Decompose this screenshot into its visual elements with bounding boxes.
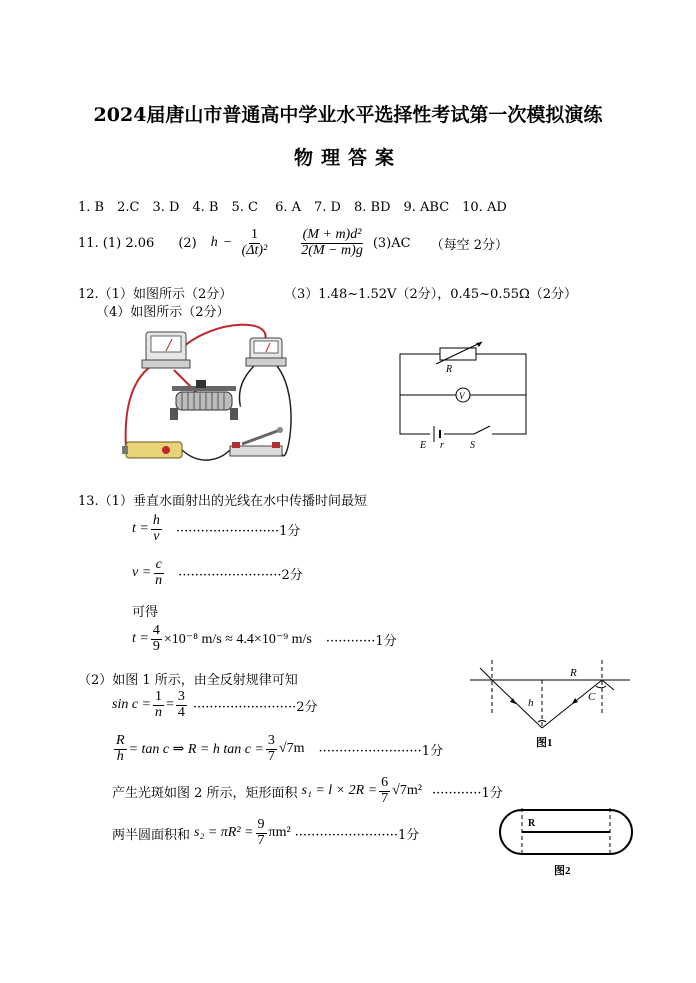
q13-eq5-rest1: = tan c ⇒ R = h tan c = <box>128 741 264 757</box>
q11-part2-label: (2) <box>178 235 197 251</box>
q13-eq1-numerator: h <box>152 513 160 528</box>
schematic-label-E: E <box>420 440 427 450</box>
q13-eq6-score: ············1分 <box>431 785 503 801</box>
q13-eq4-numerator1: 1 <box>155 689 162 704</box>
q11-part2b-fraction <box>299 228 365 258</box>
figure-2-light-spot <box>498 804 638 880</box>
q13-eq2-score: ·························2分 <box>178 567 303 583</box>
q11-part3: (3)AC <box>372 235 411 251</box>
schematic-label-R: R <box>446 364 453 375</box>
q13-eq2-fraction <box>153 558 164 588</box>
schematic-label-V: V <box>459 391 465 401</box>
q13-eq6-text: 产生光斑如图 2 所示，矩形面积 <box>112 785 298 801</box>
figure-1-total-reflection <box>466 656 636 750</box>
q13-eq5-fraction1 <box>114 734 127 764</box>
q13-eq5 <box>112 734 443 764</box>
q11-part1: 11. (1) 2.06 <box>78 235 155 251</box>
q11-part2-numerator: 1 <box>250 227 258 242</box>
page-subtitle: 物理答案 <box>293 147 402 169</box>
schematic-label-r: r <box>440 440 444 450</box>
q13-eq7 <box>112 818 419 848</box>
q13-eq5-denominator1: h <box>116 748 124 764</box>
q13-eq7-text: 两半圆面积和 <box>112 827 191 843</box>
fig1-label-h: h <box>528 697 534 709</box>
q13-eq3-rest: ×10⁻⁸ m/s ≈ 4.4×10⁻⁹ m/s <box>163 631 312 647</box>
q13-eq6-rest: √7m² <box>392 783 422 799</box>
q13-eq7-numerator: 9 <box>257 817 265 832</box>
q11-score-note: （每空 2分） <box>430 237 508 253</box>
q13-eq2 <box>132 558 303 588</box>
q13-eq3 <box>132 624 397 654</box>
fig1-label-C: C <box>588 691 596 703</box>
q13-eq1-fraction <box>151 514 162 544</box>
q13-eq5-score: ·························1分 <box>318 743 444 759</box>
q13-eq6-math: s₁ = l × 2R = <box>301 783 378 799</box>
q13-eq3-denominator: 9 <box>152 638 160 654</box>
fig2-caption: 图2 <box>554 865 571 877</box>
rheostat-device <box>170 380 238 420</box>
q12-line1a: 12.（1）如图所示（2分） <box>78 287 233 302</box>
q13-eq5-numerator2: 3 <box>267 733 275 748</box>
voltmeter-device <box>142 332 190 368</box>
q13-eq3-lhs: t = <box>132 631 149 647</box>
q13-eq7-math: s₂ = πR² = <box>194 825 254 841</box>
fig2-label-R: R <box>528 818 536 829</box>
q11-part2b-numerator: (M + m)d² <box>302 227 362 242</box>
q12-line1b: （3）1.48~1.52V（2分），0.45~0.55Ω（2分） <box>284 287 578 302</box>
q13-eq4-score: ·························2分 <box>192 699 318 715</box>
q13-eq7-fraction <box>256 818 267 848</box>
q13-eq4-fraction2 <box>176 690 187 720</box>
page-title: 2024届唐山市普通高中学业水平选择性考试第一次模拟演练 <box>93 104 603 126</box>
q13-eq4-denominator1: n <box>155 704 162 720</box>
q13-eq6-fraction <box>379 776 390 806</box>
q13-eq1-lhs: t = <box>132 521 149 537</box>
q13-eq6-denominator: 7 <box>381 790 389 806</box>
fig1-caption: 图1 <box>536 737 553 749</box>
q13-eq1 <box>132 514 300 544</box>
q13-eq2-lhs: v = <box>132 565 152 581</box>
q13-part2-intro: （2）如图 1 所示，由全反射规律可知 <box>78 673 298 688</box>
q13-eq1-denominator: v <box>153 528 160 544</box>
q13-eq3-fraction <box>151 624 162 654</box>
q13-eq6-numerator: 6 <box>381 775 389 790</box>
q13-eq2-denominator: n <box>155 572 163 588</box>
switch-device <box>230 427 283 456</box>
q12-line2: （4）如图所示（2分） <box>96 305 230 320</box>
physical-circuit-illustration <box>112 318 312 468</box>
q13-eq3-numerator: 4 <box>152 623 160 638</box>
fig1-label-R: R <box>570 667 577 679</box>
q13-eq7-rest: πm² <box>268 825 291 841</box>
q11-part2-h: h <box>210 235 218 251</box>
q11-part2-denominator: (Δt)² <box>241 242 268 258</box>
q11-line <box>78 228 508 258</box>
q13-kede: 可得 <box>132 605 159 620</box>
q13-eq5-numerator1: R <box>116 733 125 748</box>
q13-eq5-fraction2 <box>266 734 277 764</box>
ammeter-device <box>246 338 286 366</box>
q13-part1-intro: 13.（1）垂直水面射出的光线在水中传播时间最短 <box>78 494 367 509</box>
q13-eq1-score: ·························1分 <box>175 523 301 539</box>
circuit-schematic <box>392 340 534 450</box>
q11-part2-minus: − <box>223 235 232 251</box>
q13-eq7-score: ·························1分 <box>294 827 420 843</box>
q11-part2-fraction <box>240 228 270 258</box>
q13-eq4-fraction1 <box>153 690 164 720</box>
q13-eq4 <box>112 690 318 720</box>
battery-device <box>122 442 182 458</box>
q13-eq4-denominator2: 4 <box>177 704 185 720</box>
q13-eq4-numerator2: 3 <box>177 689 185 704</box>
q13-eq4-equals: = <box>166 697 174 713</box>
q13-eq2-numerator: c <box>155 557 162 572</box>
q13-eq3-score: ············1分 <box>325 633 397 649</box>
q13-eq6 <box>112 776 503 806</box>
choice-answers: 1. B 2.C 3. D 4. B 5. C 6. A 7. D 8. BD 9. ABC 10. AD <box>78 200 507 215</box>
q13-eq5-denominator2: 7 <box>267 748 275 764</box>
schematic-label-S: S <box>470 440 475 450</box>
q13-eq7-denominator: 7 <box>257 832 265 848</box>
q11-part2b-denominator: 2(M − m)g <box>301 242 363 258</box>
q13-eq4-lhs: sin c = <box>112 697 151 713</box>
q13-eq5-rest2: √7m <box>278 741 305 757</box>
